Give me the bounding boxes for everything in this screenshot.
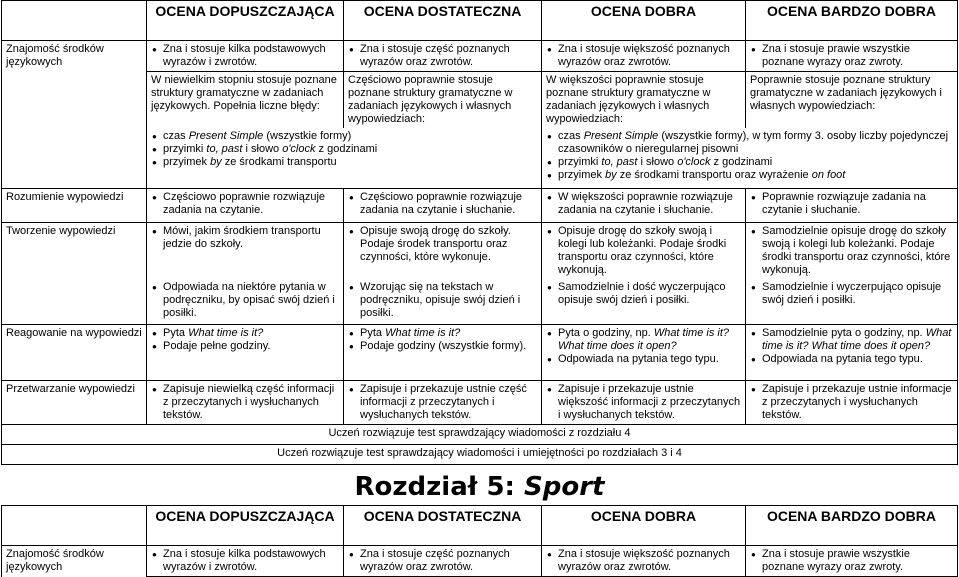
grammar-desc: W niewielkim stopniu stosuje poznane struktury gramatyczne w zadaniach językowych. Popełnia liczne błędy: (147, 72, 344, 129)
header-dopuszczajaca: OCENA DOPUSZCZAJĄCA (147, 506, 344, 546)
cell-text: ● Podaje pełne godziny. (163, 340, 339, 353)
grammar-item: ● przyimki to, past i słowo o'clock z godzinami (163, 143, 537, 156)
cell-text: ● Poprawnie rozwiązuje zadania na czytanie i słuchanie. (762, 191, 953, 217)
cell-text: ● Częściowo poprawnie rozwiązuje zadania na czytanie i słuchanie. (360, 191, 537, 217)
cell-text: ● Odpowiada na niektóre pytania w podręczniku, by opisać swój dzień i posiłki. (163, 281, 339, 320)
cell-text: ● Samodzielnie i wyczerpująco opisuje swój dzień i posiłki. (762, 281, 953, 307)
grading-table-chapter-5 (1, 505, 958, 577)
cell-text: ● Zna i stosuje większość poznanych wyrazów oraz zwrotów. (558, 43, 741, 69)
row-label-przetwarzanie: Przetwarzanie wypowiedzi (2, 381, 147, 425)
cell-text: ● Samodzielnie opisuje drogę do szkoły swoją i kolegi lub koleżanki. Podaje środki transportu oraz czynności, które wykonują. (762, 225, 953, 277)
cell-text: ● Zapisuje i przekazuje ustnie informacje z przeczytanych i wysłuchanych tekstów. (762, 383, 953, 422)
grammar-item: ● przyimki to, past i słowo o'clock z godzinami (558, 156, 953, 169)
cell-text: ● Zapisuje niewielką część informacji z przeczytanych i wysłuchanych tekstów. (163, 383, 339, 422)
cell-text: ● Zna i stosuje prawie wszystkie poznane wyrazy oraz zwroty. (762, 43, 953, 69)
cell-text: ● Zna i stosuje część poznanych wyrazów oraz zwrotów. (360, 548, 537, 574)
cell-text: ● Zna i stosuje kilka podstawowych wyrazów i zwrotów. (163, 548, 339, 574)
cell-text: ● Opisuje drogę do szkoły swoją i kolegi lub koleżanki. Podaje środki transportu oraz czynności, które wykonują. (558, 225, 741, 277)
corner-cell (2, 1, 147, 41)
grammar-item: ● czas Present Simple (wszystkie formy) (163, 130, 537, 143)
header-dobra: OCENA DOBRA (542, 506, 746, 546)
header-dobra: OCENA DOBRA (542, 1, 746, 41)
chapter-title: Rozdział 5: Sport (354, 472, 605, 502)
grammar-list-left (147, 128, 542, 188)
row-label-znajomosc: Znajomość środków językowych (2, 41, 147, 72)
header-bardzo-dobra: OCENA BARDZO DOBRA (746, 506, 958, 546)
cell-text: ● Odpowiada na pytania tego typu. (558, 353, 741, 366)
row-label-rozumienie: Rozumienie wypowiedzi (2, 188, 147, 222)
cell-text: ● Zna i stosuje prawie wszystkie poznane wyrazy oraz zwroty. (762, 548, 953, 574)
grammar-item: ● przyimek by ze środkami transportu (163, 156, 537, 169)
row-label-reagowanie: Reagowanie na wypowiedzi (2, 325, 147, 381)
cell-text: ● Zna i stosuje część poznanych wyrazów oraz zwrotów. (360, 43, 537, 69)
cell-text: ● Zna i stosuje większość poznanych wyrazów oraz zwrotów. (558, 548, 741, 574)
header-dostateczna: OCENA DOSTATECZNA (344, 1, 542, 41)
cell-text: ● Samodzielnie i dość wyczerpująco opisuje swój dzień i posiłki. (558, 281, 741, 307)
cell-text: ● Pyta What time is it? (163, 327, 339, 340)
cell-text: ● Zapisuje i przekazuje ustnie część informacji z przeczytanych i wysłuchanych tekstów. (360, 383, 537, 422)
cell-text: ● Wzorując się na tekstach w podręczniku, opisuje swój dzień i posiłki. (360, 281, 537, 320)
grammar-desc: Poprawnie stosuje poznane struktury gramatyczne w zadaniach językowych i własnych wypowiedziach: (746, 72, 958, 129)
grammar-desc: W większości poprawnie stosuje poznane struktury gramatyczne w zadaniach językowych i własnych wypowiedziach: (542, 72, 746, 129)
cell-text: ● Odpowiada na pytania tego typu. (762, 353, 953, 366)
grammar-list-right (542, 128, 958, 188)
cell-text: ● Opisuje swoją drogę do szkoły. Podaje środek transportu oraz czynności, które wykonuje. (360, 225, 537, 264)
row-label-znajomosc: Znajomość środków językowych (2, 546, 147, 577)
cell-text: ● Pyta o godziny, np. What time is it? What time does it open? (558, 327, 741, 353)
cell-text: ● Mówi, jakim środkiem transportu jedzie do szkoły. (163, 225, 339, 251)
row-label-tworzenie: Tworzenie wypowiedzi (2, 222, 147, 279)
grammar-desc: Częściowo poprawnie stosuje poznane struktury gramatyczne w zadaniach językowych i własnych wypowiedziach: (344, 72, 542, 129)
cell-text: ● Zapisuje i przekazuje ustnie większość informacji z przeczytanych i wysłuchanych tekstów. (558, 383, 741, 422)
test-row-1: Uczeń rozwiązuje test sprawdzający wiadomości z rozdziału 4 (2, 425, 958, 445)
grading-table-chapter-4 (1, 0, 958, 465)
cell-text: ● W większości poprawnie rozwiązuje zadania na czytanie i słuchanie. (558, 191, 741, 217)
cell-text: ● Zna i stosuje kilka podstawowych wyrazów i zwrotów. (163, 43, 339, 69)
cell-text: ● Częściowo poprawnie rozwiązuje zadania na czytanie. (163, 191, 339, 217)
cell-text: ● Pyta What time is it? (360, 327, 537, 340)
grammar-item: ● przyimek by ze środkami transportu oraz wyrażenie on foot (558, 169, 953, 182)
cell-text: ● Samodzielnie pyta o godziny, np. What time is it? What time does it open? (762, 327, 953, 353)
header-dostateczna: OCENA DOSTATECZNA (344, 506, 542, 546)
grammar-item: ● czas Present Simple (wszystkie formy), w tym formy 3. osoby liczby pojedynczej czasowników o nieregularnej pisowni (558, 130, 953, 156)
header-dopuszczajaca: OCENA DOPUSZCZAJĄCA (147, 1, 344, 41)
header-bardzo-dobra: OCENA BARDZO DOBRA (746, 1, 958, 41)
cell-text: ● Podaje godziny (wszystkie formy). (360, 340, 537, 353)
test-row-2: Uczeń rozwiązuje test sprawdzający wiadomości i umiejętności po rozdziałach 3 i 4 (2, 445, 958, 465)
